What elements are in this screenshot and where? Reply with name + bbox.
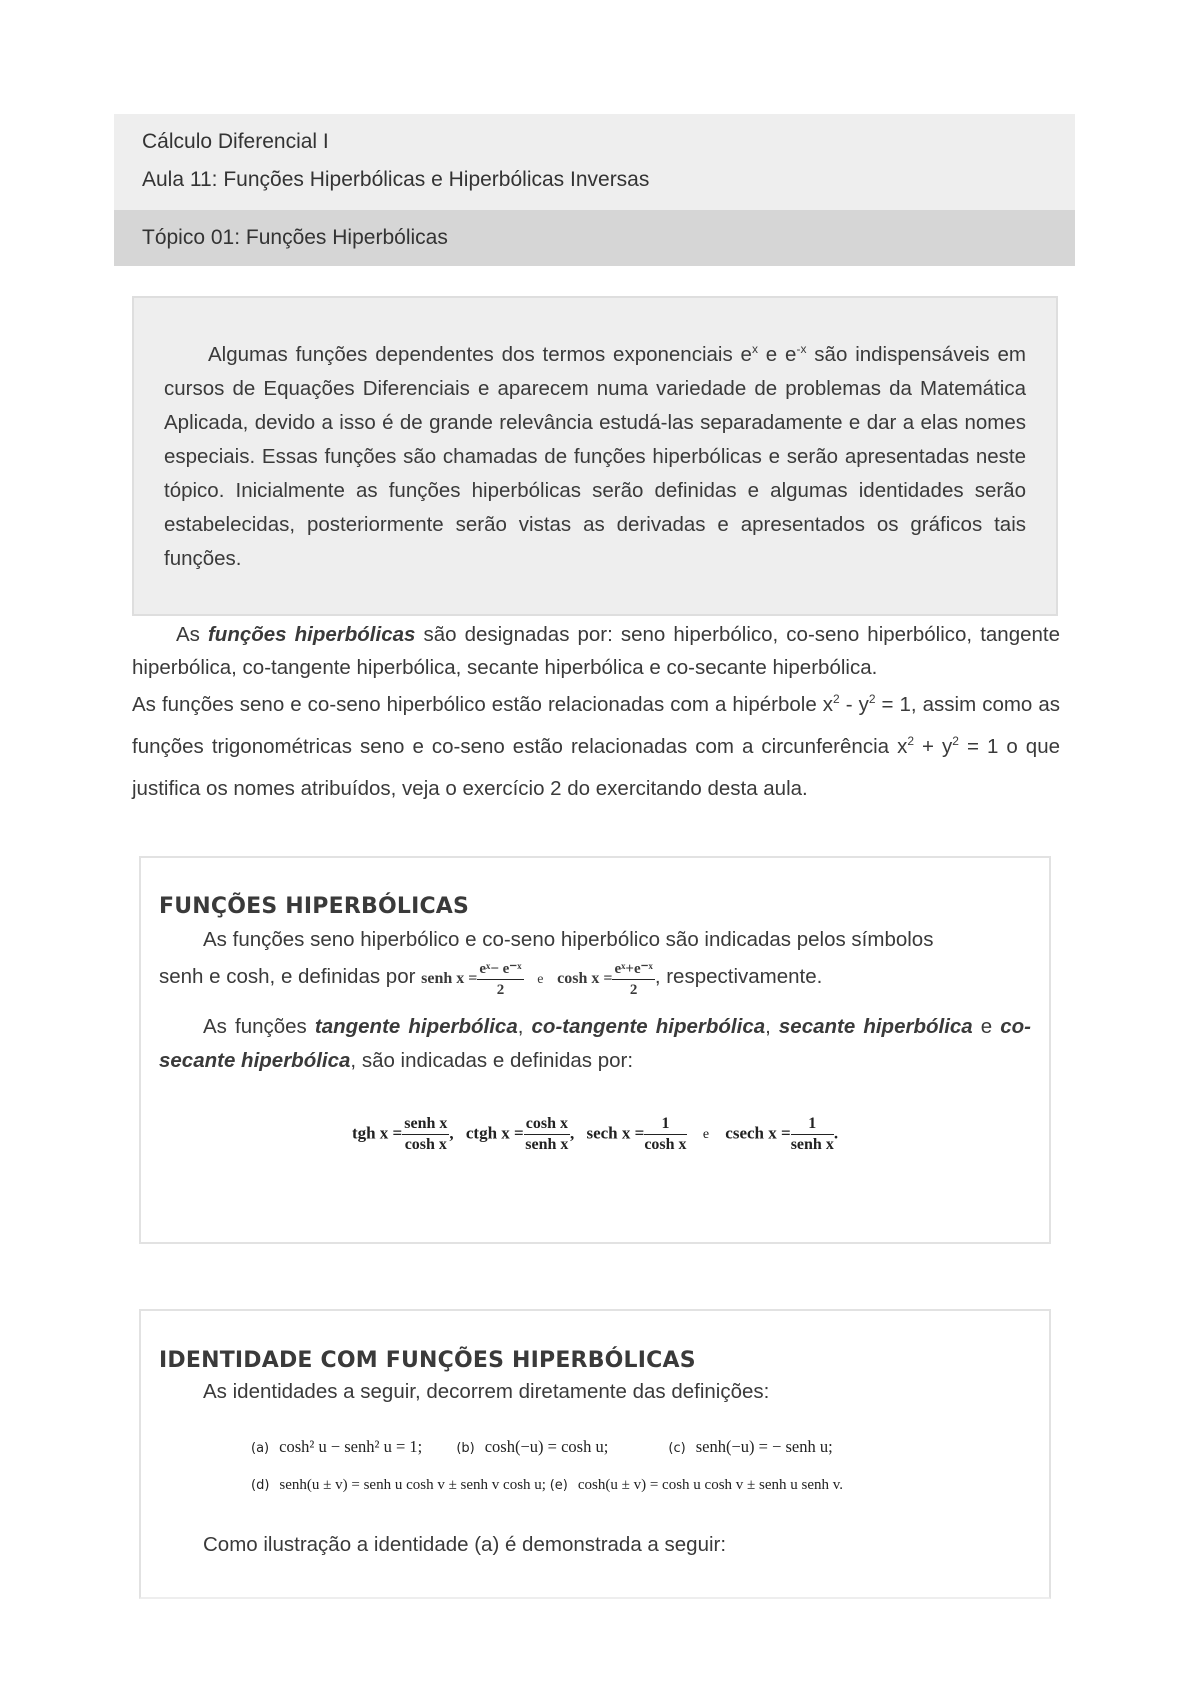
definitions-card	[139, 856, 1051, 1244]
math-lhs: senh x =	[421, 970, 478, 987]
emphasis: co-tangente hiperbólica	[531, 1015, 766, 1038]
conjunction: e	[702, 1127, 710, 1143]
identity-label: (b)	[456, 1441, 475, 1456]
identity-expression: cosh(−u) = cosh u;	[484, 1437, 609, 1456]
hyperbolic-definitions-formula	[159, 1114, 1031, 1155]
identity-label: (a)	[251, 1441, 270, 1456]
conjunction: e	[537, 972, 544, 987]
csech-formula	[725, 1114, 838, 1155]
denominator: 2	[629, 981, 638, 998]
text: , respectivamente.	[654, 965, 823, 988]
fraction	[644, 1114, 686, 1155]
numerator: senh x	[402, 1114, 449, 1135]
emphasis: co-secante hiperbólica	[159, 1015, 1031, 1072]
intro-text-end: são indispensáveis em cursos de Equações Diferenciais e aparecem numa variedade de problemas da Matemática Aplicada, devido a isso é de grande relevância estudá-las separadamente e dar a elas nomes especiais. Essas funções são chamadas de funções hiperbólicas e serão apresentadas neste tópico. Inicialmente as funções hiperbólicas serão definidas e algumas identidades serão estabelecidas, posteriormente serão vistas as derivadas e apresentados os gráficos tais funções.	[164, 343, 1026, 570]
numerator: cosh x	[524, 1114, 570, 1135]
punct: .	[833, 1123, 839, 1143]
denominator: senh x	[525, 1136, 569, 1153]
numerator: eˣ− e⁻ˣ	[477, 959, 523, 980]
text: As funções seno e co-seno hiperbólico estão relacionadas com a hipérbole x	[132, 693, 834, 716]
text: e	[972, 1015, 1001, 1038]
fraction	[791, 1114, 834, 1155]
intro-paragraph	[164, 338, 1026, 576]
superscript: 2	[952, 734, 959, 749]
math-lhs: ctgh x =	[465, 1123, 524, 1143]
identity-label: (c)	[668, 1441, 686, 1456]
punct: ,	[569, 1123, 575, 1143]
text: As funções	[203, 1015, 315, 1038]
other-functions-paragraph	[159, 1010, 1031, 1078]
identity-row-2	[251, 1465, 1031, 1506]
text: são designadas por: seno hiperbólico, co-seno hiperbólico, tangente hiperbólica, co-tangente hiperbólica, secante hiperbólica e co-secante hiperbólica.	[132, 623, 1060, 679]
text: x	[897, 735, 908, 758]
denominator: cosh x	[404, 1136, 447, 1153]
header-course-band	[114, 114, 1075, 210]
text: + y	[914, 735, 953, 758]
identities-card	[139, 1309, 1051, 1599]
text: As	[176, 623, 208, 646]
fraction	[524, 1114, 570, 1155]
emphasis-hyperbolic-functions: funções hiperbólicas	[207, 623, 416, 646]
text: ,	[765, 1015, 779, 1038]
card-title: FUNÇÕES HIPERBÓLICAS	[159, 894, 470, 919]
fraction	[612, 959, 654, 1000]
emphasis: tangente hiperbólica	[314, 1015, 518, 1038]
topic-title: Tópico 01: Funções Hiperbólicas	[114, 210, 1075, 266]
main-paragraph	[132, 618, 1060, 810]
emphasis: secante hiperbólica	[778, 1015, 973, 1038]
fraction	[402, 1114, 449, 1155]
intro-text-mid: e e	[757, 343, 797, 366]
ctgh-formula	[466, 1114, 574, 1155]
lesson-header	[114, 114, 1075, 266]
text: = 1, assim como as funções trigonométricas seno e co-seno estão relacionadas com a circunferência	[132, 693, 1061, 758]
superscript: x	[751, 342, 758, 357]
math-lhs: sech x =	[586, 1123, 645, 1143]
sech-formula	[586, 1114, 686, 1155]
text: = 1 o que justifica os nomes atribuídos, veja o exercício 2 do exercitando desta aula.	[132, 735, 1061, 800]
identity-label: (e)	[549, 1478, 568, 1493]
course-title: Cálculo Diferencial I	[142, 130, 329, 153]
identity-row-1	[251, 1427, 1031, 1469]
senh-formula	[421, 960, 523, 998]
identities-outro: Como ilustração a identidade (a) é demonstrada a seguir:	[203, 1533, 727, 1556]
identity-expression: senh(−u) = − senh u;	[695, 1437, 833, 1456]
numerator: 1	[644, 1114, 686, 1135]
main-text	[132, 618, 1060, 684]
math-lhs: cosh x =	[557, 970, 613, 987]
denominator: senh x	[790, 1136, 834, 1153]
identities-intro: As identidades a seguir, decorrem diretamente das definições:	[203, 1380, 770, 1403]
intro-box	[132, 296, 1058, 616]
tgh-formula	[352, 1114, 454, 1155]
denominator: 2	[496, 981, 505, 998]
numerator: 1	[791, 1114, 834, 1135]
fraction	[477, 959, 523, 1000]
senh-cosh-definition	[159, 957, 1031, 1000]
card-title: IDENTIDADE COM FUNÇÕES HIPERBÓLICAS	[159, 1348, 696, 1373]
identity-expression: senh(u ± v) = senh u cosh v ± senh v cosh u;	[279, 1477, 546, 1493]
math-lhs: csech x =	[725, 1123, 791, 1143]
superscript: 2	[907, 734, 914, 749]
superscript: 2	[868, 692, 876, 707]
definitions-intro: As funções seno hiperbólico e co-seno hiperbólico são indicadas pelos símbolos	[203, 928, 934, 951]
text: - y	[839, 693, 869, 716]
text: senh e cosh, e definidas por	[159, 965, 422, 988]
punct: ,	[449, 1123, 454, 1143]
identities-list	[251, 1427, 1031, 1506]
identity-expression: cosh(u ± v) = cosh u cosh v ± senh u senh v.	[577, 1477, 844, 1493]
text: ,	[517, 1015, 532, 1038]
text: , são indicadas e definidas por:	[350, 1049, 634, 1072]
identity-label: (d)	[251, 1478, 270, 1493]
denominator: cosh x	[644, 1136, 687, 1153]
math-lhs: tgh x =	[351, 1123, 403, 1143]
identity-expression: cosh² u − senh² u = 1;	[279, 1437, 423, 1456]
lesson-title: Aula 11: Funções Hiperbólicas e Hiperbólicas Inversas	[142, 168, 650, 191]
numerator: eˣ+e⁻ˣ	[612, 959, 654, 980]
cosh-formula	[557, 960, 655, 998]
superscript: -x	[796, 342, 807, 357]
intro-text-start: Algumas funções dependentes dos termos exponenciais e	[208, 343, 752, 366]
superscript: 2	[833, 692, 840, 707]
main-text-hyperbola	[132, 684, 1060, 810]
